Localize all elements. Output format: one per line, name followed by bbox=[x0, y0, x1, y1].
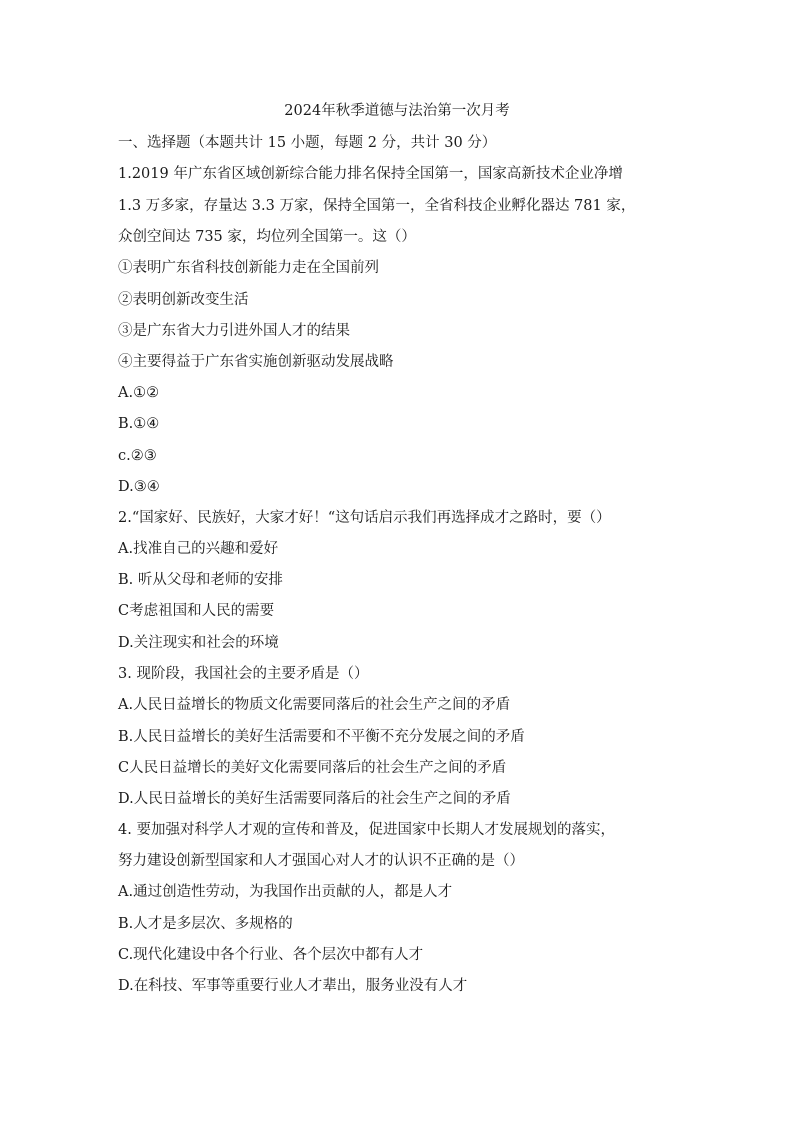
question-1-stem-line-1: 1.2019 年广东省区域创新综合能力排名保持全国第一，国家高新技术企业净增 bbox=[118, 166, 623, 182]
section-heading: 一、选择题（本题共计 15 小题，每题 2 分，共计 30 分） bbox=[118, 135, 497, 151]
exam-title: 2024年秋季道德与法治第一次月考 bbox=[284, 103, 510, 119]
question-4-option-a: A.通过创造性劳动，为我国作出贡献的人，都是人才 bbox=[118, 884, 453, 900]
question-4-stem-line-1: 4. 要加强对科学人才观的宣传和普及，促进国家中长期人才发展规划的落实， bbox=[118, 822, 615, 838]
question-1-option-b: B.①④ bbox=[118, 416, 160, 432]
question-1-statement-4: ④主要得益于广东省实施创新驱动发展战略 bbox=[118, 354, 394, 370]
question-3-option-d: D.人民日益增长的美好生活需要同落后的社会生产之间的矛盾 bbox=[118, 791, 511, 807]
question-4-stem-line-2: 努力建设创新型国家和人才强国心对人才的认识不正确的是（） bbox=[118, 853, 524, 869]
question-1-stem-line-3: 众创空间达 735 家，均位列全国第一。这（） bbox=[118, 229, 416, 245]
question-3-option-c: C人民日益增长的美好文化需要同落后的社会生产之间的矛盾 bbox=[118, 760, 507, 776]
question-1-statement-1: ①表明广东省科技创新能力走在全国前列 bbox=[118, 260, 379, 276]
question-3-option-b: B.人民日益增长的美好生活需要和不平衡不充分发展之间的矛盾 bbox=[118, 729, 525, 745]
question-2-option-b: B. 听从父母和老师的安排 bbox=[118, 572, 283, 588]
question-2-option-a: A.找准自己的兴趣和爱好 bbox=[118, 541, 279, 557]
question-1-statement-2: ②表明创新改变生活 bbox=[118, 292, 249, 308]
question-2-option-d: D.关注现实和社会的环境 bbox=[118, 635, 279, 651]
question-2-option-c: C考虑祖国和人民的需要 bbox=[118, 603, 275, 619]
question-1-option-d: D.③④ bbox=[118, 479, 160, 495]
question-1-stem-line-2: 1.3 万多家，存量达 3.3 万家，保持全国第一，全省科技企业孵化器达 781 家， bbox=[118, 198, 636, 214]
question-2-stem: 2.“国家好、民族好，大家才好！“这句话启示我们再选择成才之路时，要（） bbox=[118, 510, 611, 526]
question-1-option-a: A.①② bbox=[118, 385, 160, 401]
question-3-stem: 3. 现阶段，我国社会的主要矛盾是（） bbox=[118, 666, 369, 682]
question-4-option-d: D.在科技、军事等重要行业人才辈出，服务业没有人才 bbox=[118, 978, 468, 994]
question-4-option-b: B.人才是多层次、多规格的 bbox=[118, 916, 293, 932]
question-4-option-c: C.现代化建设中各个行业、各个层次中都有人才 bbox=[118, 947, 424, 963]
question-1-option-c: c.②③ bbox=[118, 448, 157, 464]
question-1-statement-3: ③是广东省大力引进外国人才的结果 bbox=[118, 323, 350, 339]
question-3-option-a: A.人民日益增长的物质文化需要同落后的社会生产之间的矛盾 bbox=[118, 697, 511, 713]
